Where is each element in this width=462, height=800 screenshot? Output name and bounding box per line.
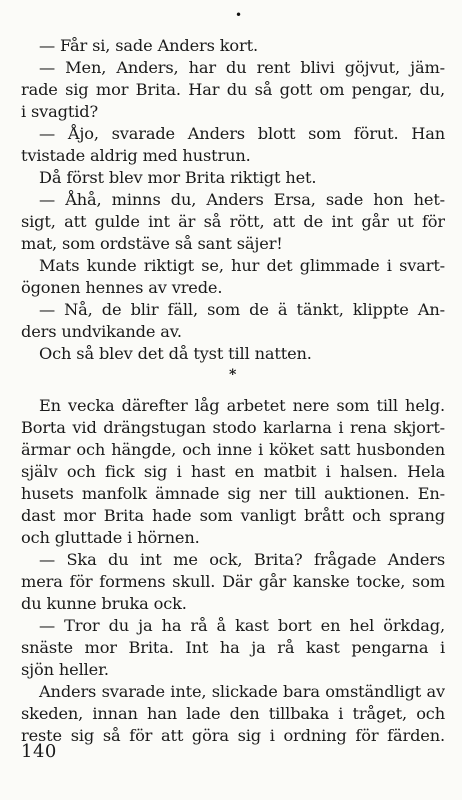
text-line: du kunne bruka ock. xyxy=(21,594,187,613)
section-ornament: * xyxy=(229,367,237,383)
text-line: dast mor Brita hade som vanligt brått och sprang xyxy=(21,506,445,525)
text-line: — Tror du ja ha rå å kast bort en hel örkdag, xyxy=(39,616,445,635)
text-line: Då först blev mor Brita riktigt het. xyxy=(39,168,317,187)
text-line: tvistade aldrig med hustrun. xyxy=(21,146,251,165)
text-line: ögonen hennes av vrede. xyxy=(21,278,223,297)
text-line: och gluttade i hörnen. xyxy=(21,528,200,547)
book-page xyxy=(21,0,445,800)
text-line: En vecka därefter låg arbetet nere som till helg. xyxy=(39,396,445,415)
text-line: Anders svarade inte, slickade bara omständligt av xyxy=(39,682,445,701)
text-line: — Men, Anders, har du rent blivi göjvut, jäm- xyxy=(39,58,445,77)
text-line: mera för formens skull. Där går kanske tocke, som xyxy=(21,572,445,591)
text-line: Mats kunde riktigt se, hur det glimmade i svart- xyxy=(39,256,445,275)
text-line: snäste mor Brita. Int ha ja rå kast pengarna i xyxy=(21,638,445,657)
text-line: själv och fick sig i hast en matbit i halsen. Hela xyxy=(21,462,445,481)
text-line: ders undvikande av. xyxy=(21,322,182,341)
text-line: — Får si, sade Anders kort. xyxy=(39,36,258,55)
text-line: ärmar och hängde, och inne i köket satt husbonden xyxy=(21,440,445,459)
text-line: — Åhå, minns du, Anders Ersa, sade hon het- xyxy=(39,190,445,209)
text-line: skeden, innan han lade den tillbaka i tråget, och xyxy=(21,704,445,723)
text-line: husets manfolk ämnade sig ner till auktionen. En- xyxy=(21,484,445,503)
text-line: i svagtid? xyxy=(21,102,99,121)
text-line: sigt, att gulde int är så rött, att de int går ut för xyxy=(21,212,445,231)
text-line: sjön heller. xyxy=(21,660,109,679)
page-number: 140 xyxy=(21,741,57,762)
text-line: — Ska du int me ock, Brita? frågade Anders xyxy=(39,550,445,569)
text-line: — Åjo, svarade Anders blott som förut. Han xyxy=(39,124,445,143)
text-line: Borta vid drängstugan stodo karlarna i rena skjort- xyxy=(21,418,445,437)
top-ornament: • xyxy=(235,8,243,22)
text-line: — Nå, de blir fäll, som de ä tänkt, klippte An- xyxy=(39,300,445,319)
text-line: Och så blev det då tyst till natten. xyxy=(39,344,312,363)
text-line: rade sig mor Brita. Har du så gott om pengar, du, xyxy=(21,80,445,99)
text-line: reste sig så för att göra sig i ordning för färden. xyxy=(21,726,445,745)
text-line: mat, som ordstäve så sant säjer! xyxy=(21,234,283,253)
